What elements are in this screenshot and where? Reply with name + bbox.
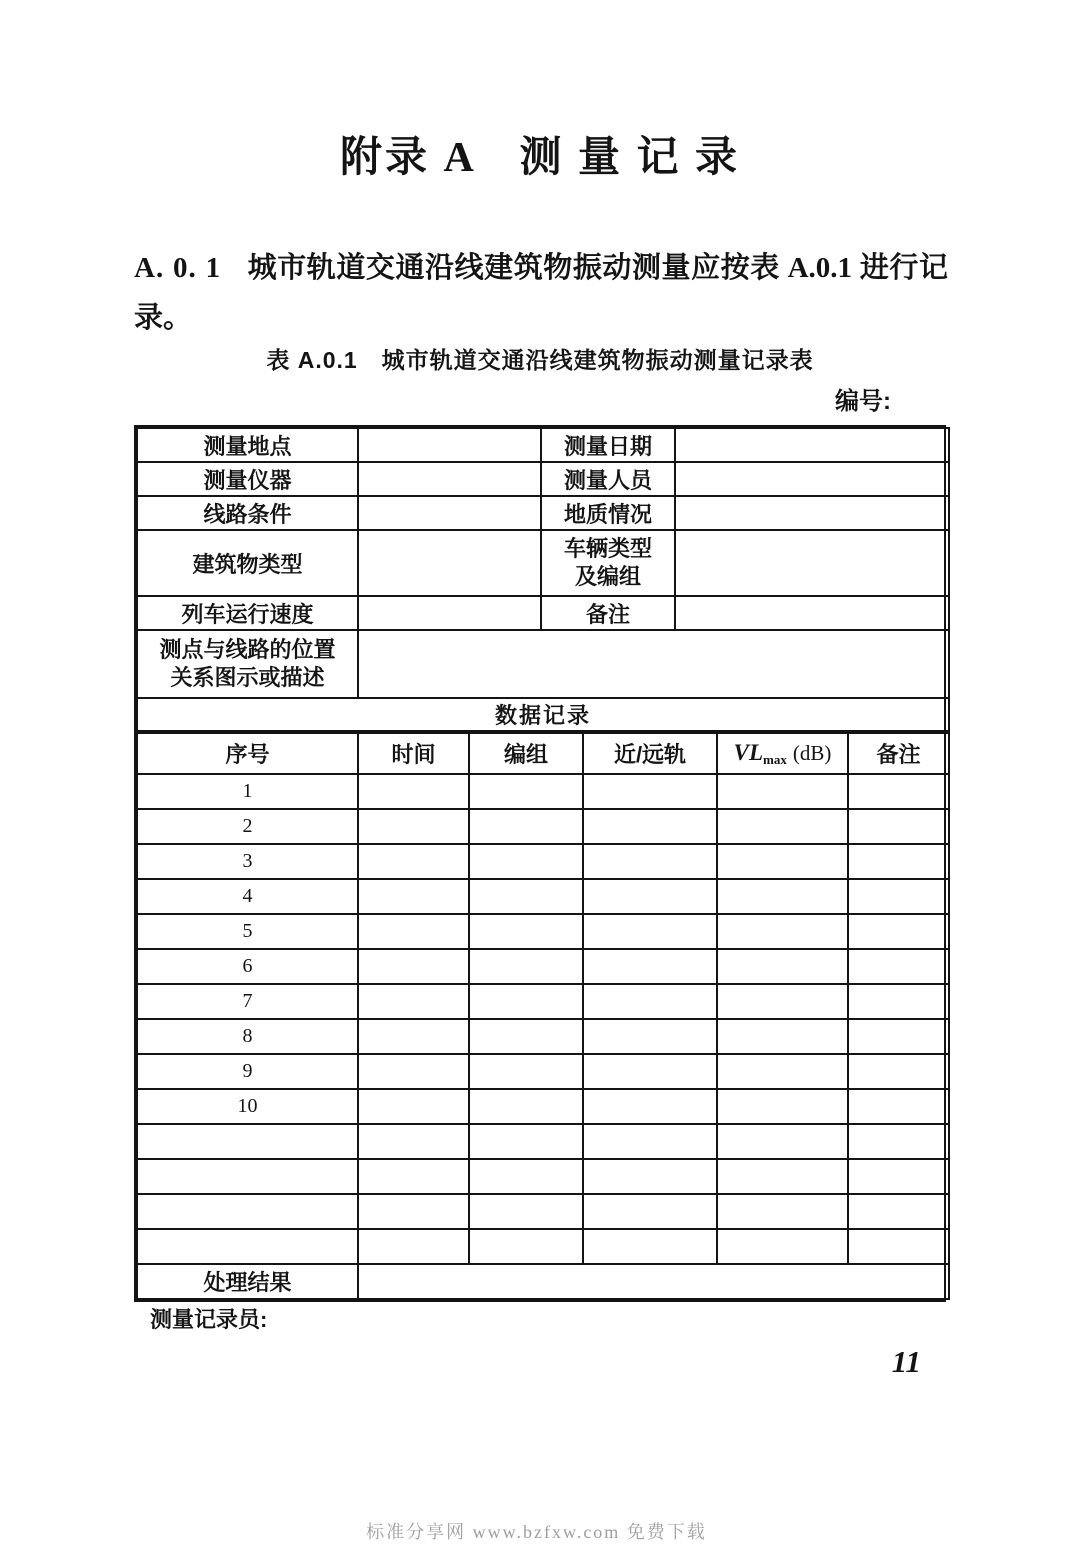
row-number-cell: 1 (137, 774, 358, 809)
info-label-cell: 线路条件 (137, 496, 358, 530)
blank-cell (137, 1229, 358, 1264)
blank-cell (717, 1229, 848, 1264)
clause-paragraph (134, 243, 948, 343)
info-label-cell: 列车运行速度 (137, 596, 358, 630)
form-number-label: 编号: (835, 388, 891, 415)
blank-cell (583, 1124, 717, 1159)
blank-cell (583, 1054, 717, 1089)
col-header-remark: 备注 (848, 733, 949, 774)
info-label-cell: 建筑物类型 (137, 530, 358, 596)
blank-cell (848, 1194, 949, 1229)
blank-cell (358, 1054, 469, 1089)
blank-cell (469, 984, 583, 1019)
table-caption: 表 A.0.1 城市轨道交通沿线建筑物振动测量记录表 (266, 347, 814, 373)
row-number-cell: 3 (137, 844, 358, 879)
blank-cell (358, 596, 541, 630)
empty-data-row (137, 1229, 949, 1264)
position-row (137, 630, 949, 698)
blank-cell (358, 914, 469, 949)
col-header-vlmax (717, 733, 848, 774)
data-record-header: 数据记录 (137, 698, 949, 731)
column-header-row (137, 733, 949, 774)
blank-cell (717, 774, 848, 809)
footer-watermark: 标准分享网 www.bzfxw.com 免费下载 (366, 1522, 707, 1542)
position-label-cell (137, 630, 358, 698)
blank-cell (358, 809, 469, 844)
blank-cell (358, 630, 949, 698)
row-number-cell: 2 (137, 809, 358, 844)
blank-cell (848, 984, 949, 1019)
blank-cell (358, 530, 541, 596)
blank-cell (848, 949, 949, 984)
blank-cell (469, 1054, 583, 1089)
blank-cell (469, 914, 583, 949)
data-row (137, 914, 949, 949)
blank-cell (358, 462, 541, 496)
info-row (137, 428, 949, 462)
blank-cell (848, 844, 949, 879)
blank-cell (675, 428, 949, 462)
row-number-cell: 7 (137, 984, 358, 1019)
vlmax-unit: (dB) (792, 740, 832, 765)
blank-cell (583, 774, 717, 809)
page-title: 附录 A 测 量 记 录 (339, 135, 740, 181)
blank-cell (717, 1124, 848, 1159)
blank-cell (717, 949, 848, 984)
blank-cell (358, 879, 469, 914)
section-header-row (137, 698, 949, 731)
page-number: 11 (891, 1344, 921, 1379)
blank-cell (583, 1019, 717, 1054)
blank-cell (469, 1089, 583, 1124)
blank-cell (848, 1054, 949, 1089)
blank-cell (848, 1124, 949, 1159)
info-label-cell (541, 530, 675, 596)
blank-cell (137, 1159, 358, 1194)
blank-cell (358, 1159, 469, 1194)
info-row (137, 496, 949, 530)
result-label-cell: 处理结果 (137, 1264, 358, 1299)
blank-cell (358, 949, 469, 984)
data-row (137, 1089, 949, 1124)
row-number-cell: 6 (137, 949, 358, 984)
info-label-cell: 备注 (541, 596, 675, 630)
blank-cell (717, 914, 848, 949)
blank-cell (469, 1194, 583, 1229)
data-row (137, 949, 949, 984)
info-label-cell: 测量人员 (541, 462, 675, 496)
col-header-seq: 序号 (137, 733, 358, 774)
info-row (137, 462, 949, 496)
clause-text: 城市轨道交通沿线建筑物振动测量应按表 A.0.1 进行记录。 (134, 252, 948, 334)
data-row (137, 844, 949, 879)
blank-cell (469, 844, 583, 879)
blank-cell (583, 879, 717, 914)
row-number-cell: 4 (137, 879, 358, 914)
info-label-cell: 测量地点 (137, 428, 358, 462)
measurement-record-table (134, 425, 946, 1302)
info-label-cell: 测量日期 (541, 428, 675, 462)
blank-cell (358, 1264, 949, 1299)
blank-cell (358, 1089, 469, 1124)
blank-cell (358, 844, 469, 879)
blank-cell (358, 1229, 469, 1264)
blank-cell (358, 1019, 469, 1054)
blank-cell (469, 879, 583, 914)
info-section (136, 427, 950, 732)
blank-cell (675, 530, 949, 596)
position-label-line: 关系图示或描述 (170, 665, 325, 690)
blank-cell (583, 809, 717, 844)
blank-cell (469, 949, 583, 984)
info-label-cell: 地质情况 (541, 496, 675, 530)
blank-cell (358, 774, 469, 809)
col-header-time: 时间 (358, 733, 469, 774)
blank-cell (583, 1159, 717, 1194)
blank-cell (583, 984, 717, 1019)
blank-cell (583, 1194, 717, 1229)
blank-cell (717, 879, 848, 914)
blank-cell (848, 809, 949, 844)
col-header-track: 近/远轨 (583, 733, 717, 774)
recorder-label: 测量记录员: (150, 1307, 268, 1332)
data-row (137, 774, 949, 809)
blank-cell (583, 949, 717, 984)
data-row (137, 984, 949, 1019)
info-label-line: 及编组 (574, 564, 641, 589)
info-label-line: 车辆类型 (563, 536, 652, 561)
data-section (136, 732, 950, 1300)
info-row (137, 596, 949, 630)
data-row (137, 809, 949, 844)
row-number-cell: 8 (137, 1019, 358, 1054)
blank-cell (848, 774, 949, 809)
blank-cell (675, 496, 949, 530)
blank-cell (717, 1089, 848, 1124)
row-number-cell: 10 (137, 1089, 358, 1124)
clause-number: A. 0. 1 (134, 252, 222, 284)
blank-cell (583, 914, 717, 949)
blank-cell (469, 1019, 583, 1054)
row-number-cell: 9 (137, 1054, 358, 1089)
blank-cell (848, 1159, 949, 1194)
blank-cell (675, 462, 949, 496)
empty-data-row (137, 1124, 949, 1159)
vlmax-subscript: max (763, 751, 787, 767)
blank-cell (848, 1229, 949, 1264)
blank-cell (469, 774, 583, 809)
blank-cell (717, 1159, 848, 1194)
blank-cell (848, 879, 949, 914)
blank-cell (717, 1054, 848, 1089)
blank-cell (717, 809, 848, 844)
blank-cell (848, 1019, 949, 1054)
blank-cell (717, 1019, 848, 1054)
blank-cell (717, 844, 848, 879)
empty-data-row (137, 1194, 949, 1229)
col-header-formation: 编组 (469, 733, 583, 774)
vlmax-symbol: VL (733, 739, 764, 765)
data-row (137, 879, 949, 914)
blank-cell (675, 596, 949, 630)
blank-cell (358, 984, 469, 1019)
blank-cell (469, 809, 583, 844)
position-label-line: 测点与线路的位置 (159, 637, 336, 662)
data-row (137, 1054, 949, 1089)
blank-cell (137, 1124, 358, 1159)
empty-data-row (137, 1159, 949, 1194)
info-label-cell: 测量仪器 (137, 462, 358, 496)
blank-cell (717, 1194, 848, 1229)
blank-cell (717, 984, 848, 1019)
blank-cell (583, 1229, 717, 1264)
blank-cell (469, 1229, 583, 1264)
blank-cell (848, 1089, 949, 1124)
result-row (137, 1264, 949, 1299)
blank-cell (848, 914, 949, 949)
blank-cell (358, 1124, 469, 1159)
blank-cell (583, 844, 717, 879)
info-row (137, 530, 949, 596)
blank-cell (358, 496, 541, 530)
blank-cell (137, 1194, 358, 1229)
blank-cell (583, 1089, 717, 1124)
blank-cell (469, 1124, 583, 1159)
row-number-cell: 5 (137, 914, 358, 949)
blank-cell (358, 1194, 469, 1229)
blank-cell (358, 428, 541, 462)
data-row (137, 1019, 949, 1054)
blank-cell (469, 1159, 583, 1194)
